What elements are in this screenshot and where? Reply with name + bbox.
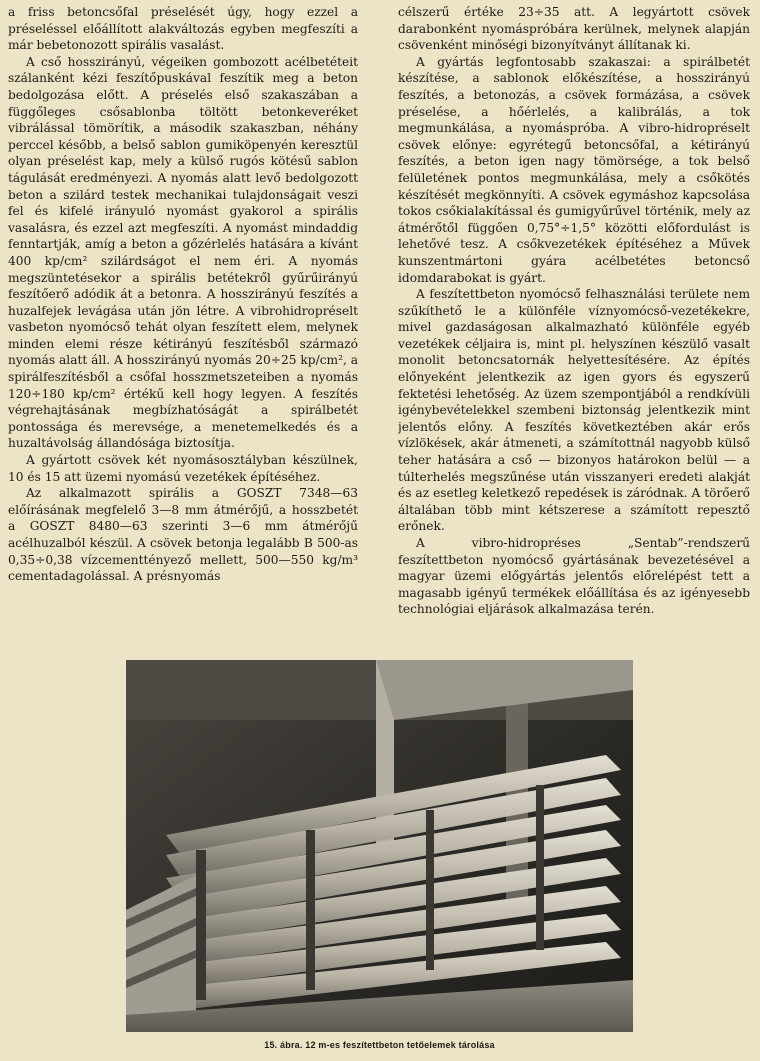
figure-photo xyxy=(126,660,633,1032)
stacked-roof-elements-photo xyxy=(126,660,633,1032)
paragraph: A cső hosszirányú, végeiken gombozott acélbetéteit szálanként kézi feszítőpuskával feszítik meg a beton bedolgozása előtt. A préselés első szakaszában a függőleges csősablonba töltött betonkeveréket vibrálással tömörítik, a második szakaszban, néhány perccel később, a belső sablon gumiköpenyén keresztül olyan préselést kap, mely a külső rugós kötésű sablon tágulását eredményezi. A nyomás alatt levő bedolgozott beton a szilárd testek mechanikai tulajdonságait veszi fel és kifelé irányuló nyomást gyakorol a spirális vasalásra, és ezzel azt megfeszíti. A nyomást mindaddig fenntartják, amíg a beton a gőzérlelés hatására a kívánt 400 kp/cm² szilárdságot el nem éri. A nyomás megszüntetésekor a spirális betétekről gyűrűirányú feszítőerő adódik át a betonra. A hosszirányú feszítés a huzalfejek levágása után jön létre. A vibrohidropréselt vasbeton nyomócső tehát olyan feszített elem, melynek minden elemi része kétirányú feszítésből származó nyomás alatt áll. A hosszirányú nyomás 20÷25 kp/cm², a spirálfeszítésből a csőfal hosszmetszeteiben a nyomás 120÷180 kp/cm² értékű kell hogy legyen. A feszítés végrehajtásának megbízhatóságát a spirálbetét pontossága és merevsége, a menetemelkedés és a huzaltávolság állandósága biztosítja. xyxy=(8,54,358,451)
left-column xyxy=(8,4,358,652)
right-column xyxy=(398,4,750,652)
paragraph: a friss betoncsőfal préselését úgy, hogy ezzel a préseléssel előállított alakváltozás egyben megfeszíti a már bebetonozott spirális vasalást. xyxy=(8,5,358,53)
paragraph: A feszítettbeton nyomócső felhasználási területe nem szűkíthető le a különféle víznyomócső-vezetékekre, mivel gazdaságosan alkalmazható különféle egyéb vezetékek céljaira is, mint pl. helyszínen készülő vasalt monolit betoncsatornák helyettesítésére. Az építés előnyeként jelentkezik az igen gyors és egyszerű fektetési lehetőség. Az üzem szempontjából a rendkívüli igénybevételekkel szembeni biztonság jelentkezik mint jelentős előny. A feszítés következtében akár erős vízlökések, akár átmeneti, a számítottnál nagyobb külső teher hatására a cső — bizonyos határokon belül — a túlterhelés megszűnése után visszanyeri eredeti alakját és az esetleg keletkező repedések is záródnak. A törőerő általában több mint kétszerese a számított repesztő erőnek. xyxy=(398,287,750,534)
paragraph: Az alkalmazott spirális a GOSZT 7348—63 előírásának megfelelő 3—8 mm átmérőjű, a hosszbetét a GOSZT 8480—63 szerinti 3—6 mm átmérőjű acélhuzalból készül. A csövek betonja legalább B 500-as 0,35÷0,38 vízcementtényező mellett, 500—550 kg/m³ cementadagolással. A présnyomás xyxy=(8,486,358,584)
paragraph: A gyártott csövek két nyomásosztályban készülnek, 10 és 15 att üzemi nyomású vezetékek építéséhez. xyxy=(8,453,358,484)
paragraph: célszerű értéke 23÷35 att. A legyártott csövek darabonként nyomáspróbára kerülnek, melynek alapján csövenként minőségi bizonyítványt állítanak ki. xyxy=(398,5,750,53)
figure-caption: 15. ábra. 12 m-es feszítettbeton tetőelemek tárolása xyxy=(264,1040,495,1050)
paragraph: A vibro-hidropréses „Sentab”-rendszerű feszítettbeton nyomócső gyártásának bevezetésével a magyar üzemi előgyártás jelentős előrelépést tett a magasabb igényű termékek előállítása és az igényesebb technológiai eljárások alkalmazása terén. xyxy=(398,536,750,617)
paragraph: A gyártás legfontosabb szakaszai: a spirálbetét készítése, a sablonok előkészítése, a hosszirányú feszítés, a betonozás, a csövek formázása, a csövek préselése, a hőérlelés, a kalibrálás, a tok megmunkálása, a nyomáspróba. A vibro-hidropréselt csövek előnye: egyrétegű betoncsőfal, a kétirányú feszítés, a beton igen nagy tömörsége, a tok belső felületének pontos megmunkálása, mely a csőkötés készítését megkönnyíti. A csövek egymáshoz kapcsolása tokos csőkialakítással és gumigyűrűvel történik, mely az átmérőtől függően 0,75°÷1,5° közötti előfordulást is lehetővé tesz. A csőkvezetékek építéséhez a Művek kunszentmártoni gyára acélbetétes betoncső idomdarabokat is gyárt. xyxy=(398,54,750,285)
